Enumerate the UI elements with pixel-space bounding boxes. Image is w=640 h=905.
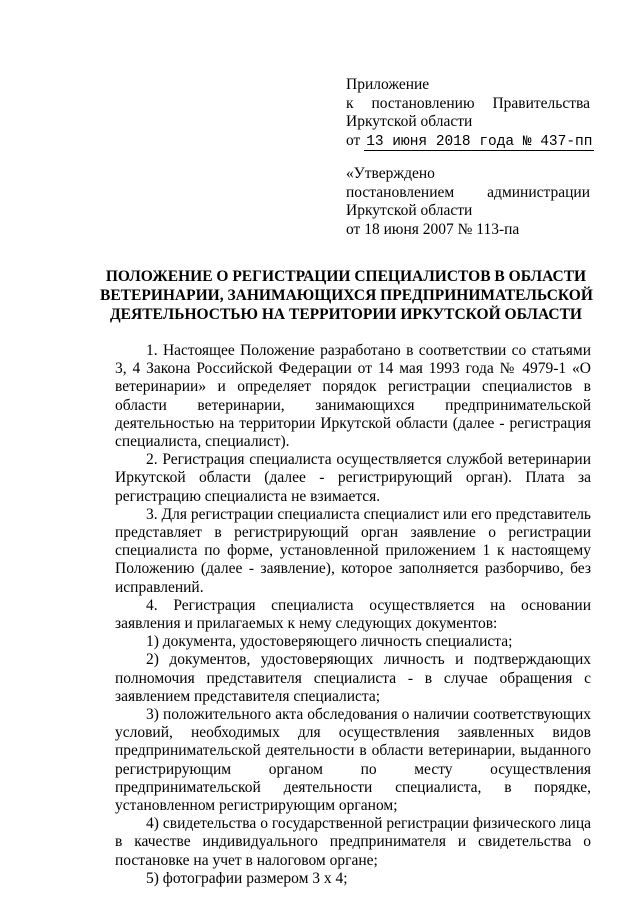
appendix-heading: Приложение: [346, 76, 430, 93]
list-item-5: 5) фотографии размером 3 х 4;: [146, 869, 348, 887]
appendix-reference: к постановлению Правительства: [346, 94, 590, 112]
title-line: ПОЛОЖЕНИЕ О РЕГИСТРАЦИИ СПЕЦИАЛИСТОВ В ОБЛАСТИ: [105, 268, 587, 285]
approved-heading: «Утверждено: [346, 165, 435, 182]
title-line: ВЕТЕРИНАРИИ, ЗАНИМАЮЩИХСЯ ПРЕДПРИНИМАТЕЛЬСКОЙ: [100, 286, 593, 304]
paragraph-3: 3. Для регистрации специалиста специалист или его представитель представляет в регистрирующий орган заявление о регистрации специалиста по форме, установленной приложением 1 к настоящему Положению (далее - заявление), которое заполняется разборчиво, без исправлений.: [115, 505, 591, 596]
approved-region: Иркутской области: [346, 202, 473, 220]
paragraph-1: 1. Настоящее Положение разработано в соответствии со статьями 3, 4 Закона Российской Федерации от 14 мая 1993 года № 4979-1 «О ветеринарии» и определяет порядок регистрации специалистов в области ветеринарии, занимающихся предпринимательской деятельностью на территории Иркутской области (далее - регистрация специалиста, специалист).: [115, 342, 591, 451]
approved-block: [346, 165, 590, 239]
paragraph-2: 2. Регистрация специалиста осуществляется службой ветеринарии Иркутской области (далее - регистрирующий орган). Плата за регистрацию специалиста не взимается.: [115, 451, 591, 505]
approved-reference: постановлением администрации: [346, 183, 590, 201]
appendix-block: [346, 76, 593, 151]
appendix-date-stamp: 13 июня 2018 года № 437-пп: [366, 133, 593, 150]
approved-date: от 18 июня 2007 № 113-па: [346, 220, 520, 238]
list-item-2: 2) документов, удостоверяющих личность и подтверждающих полномочия представителя специалиста - в случае обращения с заявлением представителя специалиста;: [115, 651, 591, 705]
list-item-1: 1) документа, удостоверяющего личность специалиста;: [146, 633, 513, 651]
appendix-date-prefix: от: [346, 131, 361, 149]
appendix-region: Иркутской области: [346, 113, 473, 131]
document-title: [100, 268, 592, 324]
paragraph-4: 4. Регистрация специалиста осуществляется на основании заявления и прилагаемых к нему следующих документов:: [115, 596, 591, 633]
list-item-4: 4) свидетельства о государственной регистрации физического лица в качестве индивидуального предпринимателя и свидетельства о постановке на учет в налоговом органе;: [115, 815, 591, 869]
title-line: ДЕЯТЕЛЬНОСТЬЮ НА ТЕРРИТОРИИ ИРКУТСКОЙ ОБЛАСТИ: [110, 305, 582, 323]
list-item-3: 3) положительного акта обследования о наличии соответствующих условий, необходимых для осуществления заявленных видов предпринимательской деятельности в области ветеринарии, выданного регистрирующим органом по месту осуществления предпринимательской деятельности специалиста, в порядке, установленном регистрирующим органом;: [115, 706, 591, 815]
appendix-date: [346, 131, 593, 152]
document-body: [115, 342, 591, 888]
